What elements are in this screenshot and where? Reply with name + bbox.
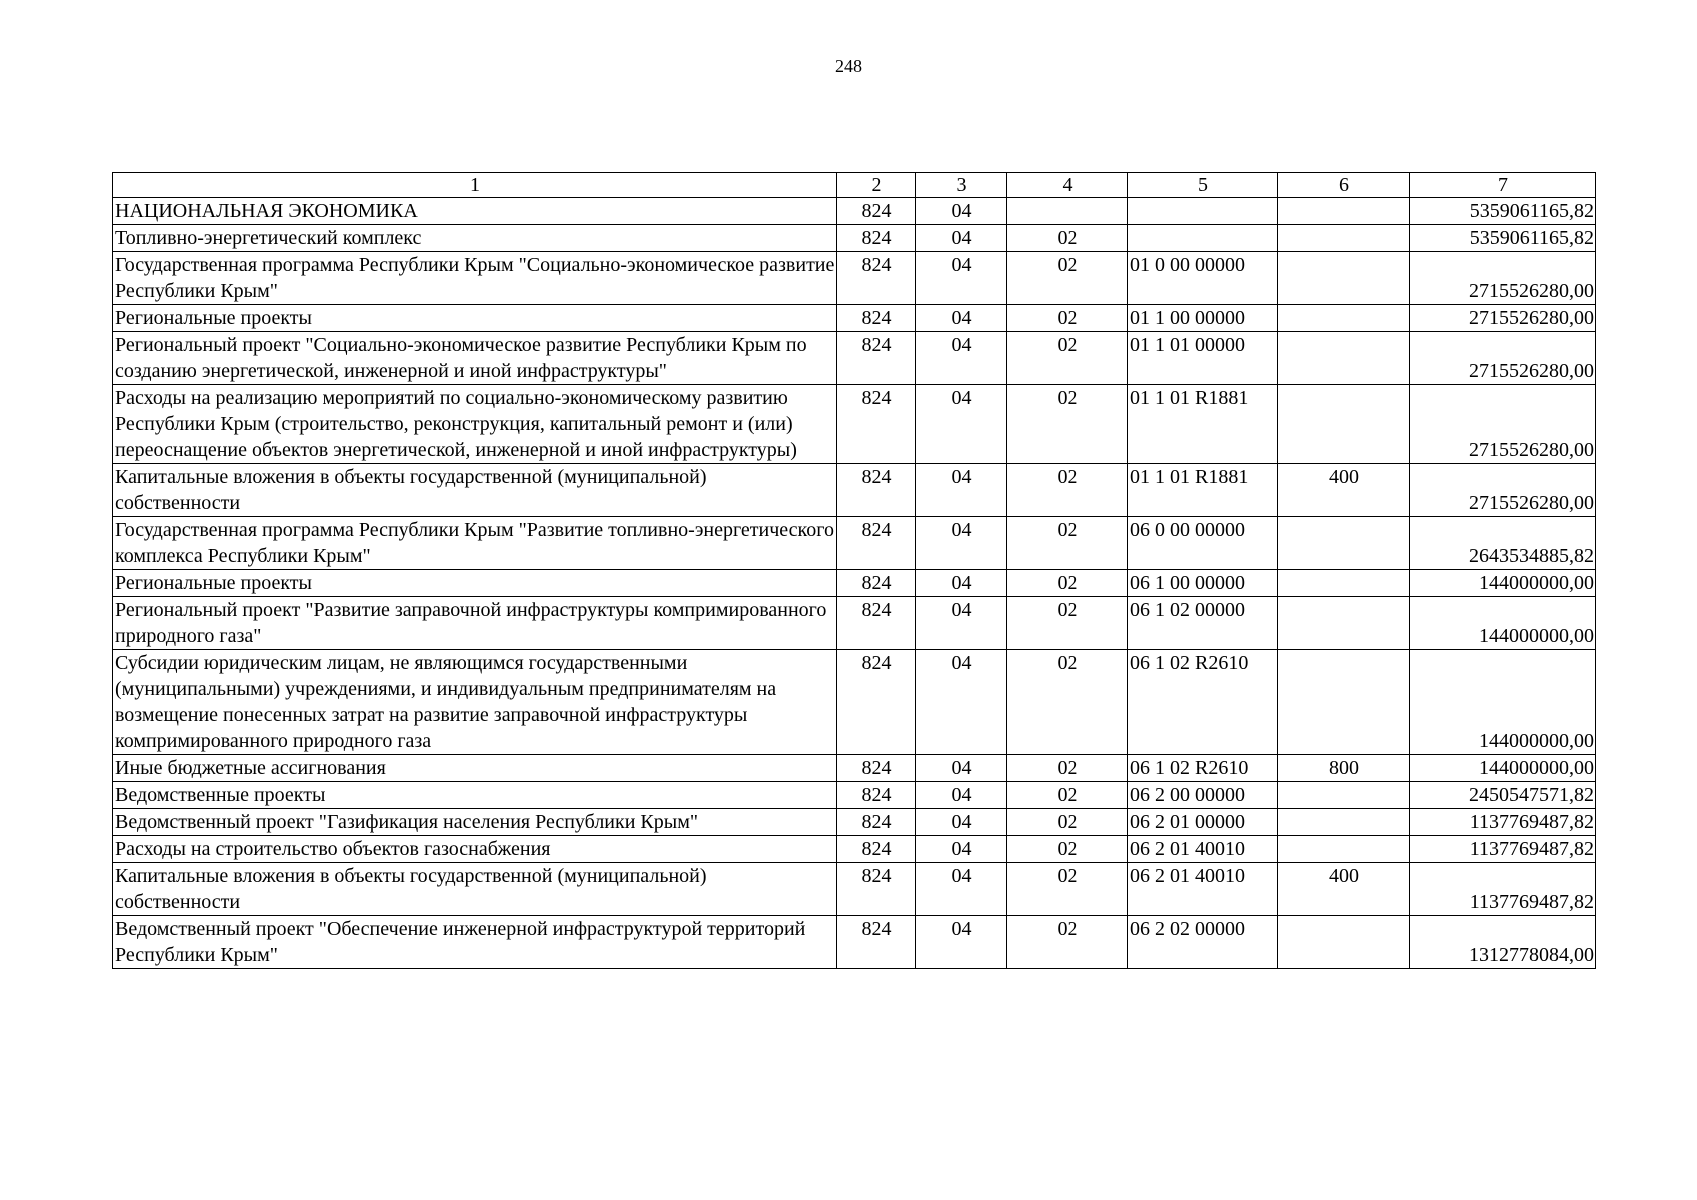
row-amount: 2643534885,82 bbox=[1410, 517, 1596, 570]
row-name: Расходы на строительство объектов газоснабжения bbox=[113, 836, 837, 863]
row-amount: 2715526280,00 bbox=[1410, 464, 1596, 517]
row-amount: 1137769487,82 bbox=[1410, 863, 1596, 916]
row-amount: 1312778084,00 bbox=[1410, 916, 1596, 969]
row-col-3: 04 bbox=[916, 198, 1007, 225]
row-amount: 1137769487,82 bbox=[1410, 836, 1596, 863]
row-col-4: 02 bbox=[1007, 916, 1128, 969]
row-amount: 5359061165,82 bbox=[1410, 225, 1596, 252]
table-row bbox=[113, 305, 1596, 332]
row-col-4: 02 bbox=[1007, 252, 1128, 305]
row-col-6 bbox=[1278, 809, 1410, 836]
row-amount: 1137769487,82 bbox=[1410, 809, 1596, 836]
row-col-5: 01 1 01 00000 bbox=[1128, 332, 1278, 385]
row-col-6: 400 bbox=[1278, 863, 1410, 916]
row-col-4: 02 bbox=[1007, 464, 1128, 517]
row-name: Региональный проект "Развитие заправочной инфраструктуры компримированного природного газа" bbox=[113, 597, 837, 650]
row-col-4: 02 bbox=[1007, 570, 1128, 597]
row-col-6 bbox=[1278, 782, 1410, 809]
row-col-6: 800 bbox=[1278, 755, 1410, 782]
table-row bbox=[113, 225, 1596, 252]
row-name: Ведомственные проекты bbox=[113, 782, 837, 809]
row-col-2: 824 bbox=[837, 782, 916, 809]
row-col-2: 824 bbox=[837, 464, 916, 517]
row-col-4: 02 bbox=[1007, 517, 1128, 570]
table-row bbox=[113, 916, 1596, 969]
row-amount: 2715526280,00 bbox=[1410, 332, 1596, 385]
table-row bbox=[113, 755, 1596, 782]
row-col-6 bbox=[1278, 517, 1410, 570]
table-row bbox=[113, 517, 1596, 570]
row-col-6: 400 bbox=[1278, 464, 1410, 517]
header-cell-4: 4 bbox=[1007, 173, 1128, 198]
row-name: НАЦИОНАЛЬНАЯ ЭКОНОМИКА bbox=[113, 198, 837, 225]
table-row bbox=[113, 782, 1596, 809]
row-name: Капитальные вложения в объекты государственной (муниципальной) собственности bbox=[113, 863, 837, 916]
row-amount: 2715526280,00 bbox=[1410, 385, 1596, 464]
row-name: Региональный проект "Социально-экономическое развитие Республики Крым по созданию энергетической, инженерной и иной инфраструктуры" bbox=[113, 332, 837, 385]
header-cell-2: 2 bbox=[837, 173, 916, 198]
table-row bbox=[113, 597, 1596, 650]
table-row bbox=[113, 198, 1596, 225]
row-col-4: 02 bbox=[1007, 782, 1128, 809]
row-col-2: 824 bbox=[837, 570, 916, 597]
table-row bbox=[113, 570, 1596, 597]
row-name: Региональные проекты bbox=[113, 570, 837, 597]
table-row bbox=[113, 464, 1596, 517]
row-col-2: 824 bbox=[837, 225, 916, 252]
table-row bbox=[113, 332, 1596, 385]
row-col-3: 04 bbox=[916, 252, 1007, 305]
page-number: 248 bbox=[835, 56, 862, 76]
row-col-4: 02 bbox=[1007, 863, 1128, 916]
row-col-3: 04 bbox=[916, 385, 1007, 464]
row-col-2: 824 bbox=[837, 597, 916, 650]
row-col-3: 04 bbox=[916, 863, 1007, 916]
row-amount: 144000000,00 bbox=[1410, 597, 1596, 650]
row-col-4: 02 bbox=[1007, 305, 1128, 332]
row-col-3: 04 bbox=[916, 305, 1007, 332]
row-col-2: 824 bbox=[837, 836, 916, 863]
row-name: Государственная программа Республики Крым "Социально-экономическое развитие Республики Крым" bbox=[113, 252, 837, 305]
header-cell-7: 7 bbox=[1410, 173, 1596, 198]
table-row bbox=[113, 252, 1596, 305]
row-col-5: 06 2 01 40010 bbox=[1128, 836, 1278, 863]
table-row bbox=[113, 650, 1596, 755]
row-col-4: 02 bbox=[1007, 836, 1128, 863]
row-name: Региональные проекты bbox=[113, 305, 837, 332]
row-col-2: 824 bbox=[837, 332, 916, 385]
row-col-3: 04 bbox=[916, 755, 1007, 782]
row-col-2: 824 bbox=[837, 517, 916, 570]
header-cell-1: 1 bbox=[113, 173, 837, 198]
header-row bbox=[113, 173, 1596, 198]
row-col-5: 06 1 02 R2610 bbox=[1128, 755, 1278, 782]
row-amount: 2715526280,00 bbox=[1410, 252, 1596, 305]
row-name: Топливно-энергетический комплекс bbox=[113, 225, 837, 252]
row-col-5: 06 2 01 00000 bbox=[1128, 809, 1278, 836]
row-amount: 144000000,00 bbox=[1410, 755, 1596, 782]
row-name: Ведомственный проект "Газификация населения Республики Крым" bbox=[113, 809, 837, 836]
row-col-3: 04 bbox=[916, 809, 1007, 836]
row-name: Субсидии юридическим лицам, не являющимся государственными (муниципальными) учреждениями, и индивидуальным предпринимателям на возмещение понесенных затрат на развитие заправочной инфраструктуры компримированного природного газа bbox=[113, 650, 837, 755]
row-col-6 bbox=[1278, 225, 1410, 252]
row-amount: 144000000,00 bbox=[1410, 570, 1596, 597]
row-name: Государственная программа Республики Крым "Развитие топливно-энергетического комплекса Республики Крым" bbox=[113, 517, 837, 570]
row-col-6 bbox=[1278, 305, 1410, 332]
row-col-3: 04 bbox=[916, 225, 1007, 252]
row-col-6 bbox=[1278, 332, 1410, 385]
table-row bbox=[113, 809, 1596, 836]
row-col-4: 02 bbox=[1007, 597, 1128, 650]
header-cell-3: 3 bbox=[916, 173, 1007, 198]
row-col-2: 824 bbox=[837, 305, 916, 332]
row-col-2: 824 bbox=[837, 385, 916, 464]
row-col-3: 04 bbox=[916, 517, 1007, 570]
row-col-2: 824 bbox=[837, 198, 916, 225]
budget-table bbox=[112, 172, 1596, 969]
table-row bbox=[113, 385, 1596, 464]
row-col-3: 04 bbox=[916, 650, 1007, 755]
row-name: Иные бюджетные ассигнования bbox=[113, 755, 837, 782]
row-col-4: 02 bbox=[1007, 385, 1128, 464]
row-col-3: 04 bbox=[916, 597, 1007, 650]
row-col-4: 02 bbox=[1007, 755, 1128, 782]
row-col-2: 824 bbox=[837, 863, 916, 916]
row-col-2: 824 bbox=[837, 252, 916, 305]
row-col-5: 01 1 01 R1881 bbox=[1128, 385, 1278, 464]
row-col-3: 04 bbox=[916, 570, 1007, 597]
row-amount: 144000000,00 bbox=[1410, 650, 1596, 755]
row-col-6 bbox=[1278, 916, 1410, 969]
row-col-5: 01 1 00 00000 bbox=[1128, 305, 1278, 332]
row-col-5 bbox=[1128, 225, 1278, 252]
row-col-6 bbox=[1278, 252, 1410, 305]
row-col-2: 824 bbox=[837, 650, 916, 755]
row-col-5: 06 2 01 40010 bbox=[1128, 863, 1278, 916]
header-cell-5: 5 bbox=[1128, 173, 1278, 198]
row-col-2: 824 bbox=[837, 755, 916, 782]
row-col-5: 06 1 00 00000 bbox=[1128, 570, 1278, 597]
row-col-5: 06 2 02 00000 bbox=[1128, 916, 1278, 969]
header-cell-6: 6 bbox=[1278, 173, 1410, 198]
row-amount: 2715526280,00 bbox=[1410, 305, 1596, 332]
row-col-5: 06 0 00 00000 bbox=[1128, 517, 1278, 570]
row-name: Расходы на реализацию мероприятий по социально-экономическому развитию Республики Крым (строительство, реконструкция, капитальный ремонт и (или) переоснащение объектов энергетической, инженерной и иной инфраструктуры) bbox=[113, 385, 837, 464]
row-col-5: 06 1 02 R2610 bbox=[1128, 650, 1278, 755]
row-col-6 bbox=[1278, 836, 1410, 863]
row-col-6 bbox=[1278, 650, 1410, 755]
row-col-3: 04 bbox=[916, 464, 1007, 517]
table-row bbox=[113, 836, 1596, 863]
row-col-4: 02 bbox=[1007, 809, 1128, 836]
row-col-5: 01 1 01 R1881 bbox=[1128, 464, 1278, 517]
row-col-5: 06 2 00 00000 bbox=[1128, 782, 1278, 809]
row-col-6 bbox=[1278, 198, 1410, 225]
row-amount: 5359061165,82 bbox=[1410, 198, 1596, 225]
row-col-2: 824 bbox=[837, 809, 916, 836]
row-col-5 bbox=[1128, 198, 1278, 225]
row-col-2: 824 bbox=[837, 916, 916, 969]
row-amount: 2450547571,82 bbox=[1410, 782, 1596, 809]
row-name: Ведомственный проект "Обеспечение инженерной инфраструктурой территорий Республики Крым" bbox=[113, 916, 837, 969]
row-col-4 bbox=[1007, 198, 1128, 225]
row-col-6 bbox=[1278, 597, 1410, 650]
row-col-6 bbox=[1278, 570, 1410, 597]
row-col-4: 02 bbox=[1007, 650, 1128, 755]
row-col-3: 04 bbox=[916, 332, 1007, 385]
row-col-5: 01 0 00 00000 bbox=[1128, 252, 1278, 305]
row-col-3: 04 bbox=[916, 836, 1007, 863]
row-col-6 bbox=[1278, 385, 1410, 464]
row-name: Капитальные вложения в объекты государственной (муниципальной) собственности bbox=[113, 464, 837, 517]
row-col-3: 04 bbox=[916, 916, 1007, 969]
row-col-4: 02 bbox=[1007, 225, 1128, 252]
row-col-5: 06 1 02 00000 bbox=[1128, 597, 1278, 650]
table-row bbox=[113, 863, 1596, 916]
row-col-3: 04 bbox=[916, 782, 1007, 809]
row-col-4: 02 bbox=[1007, 332, 1128, 385]
